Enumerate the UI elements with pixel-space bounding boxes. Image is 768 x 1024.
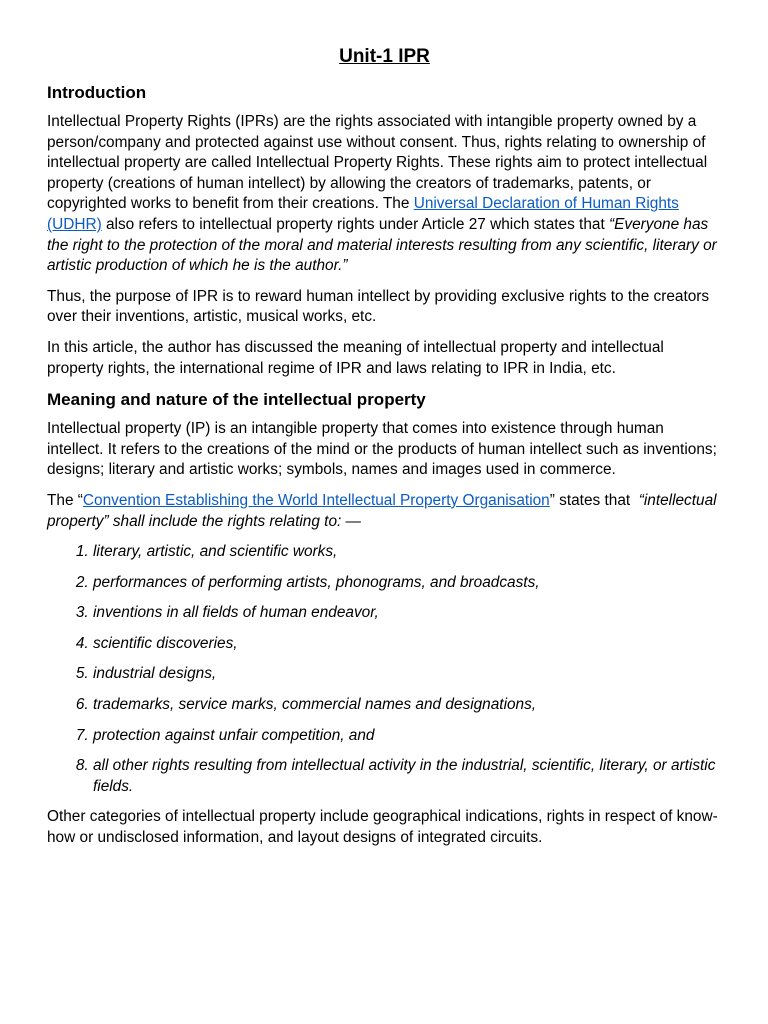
- wipo-convention-link[interactable]: Convention Establishing the World Intellectual Property Organisation: [82, 491, 550, 509]
- list-item: 7. protection against unfair competition, and: [93, 726, 722, 747]
- meaning-paragraph-3: Other categories of intellectual property include geographical indications, rights in respect of know-how or undisclosed information, and layout designs of integrated circuits.: [47, 808, 718, 847]
- list-item: 5. industrial designs,: [93, 664, 722, 685]
- list-item: 1. literary, artistic, and scientific works,: [93, 542, 722, 563]
- list-item: 3. inventions in all fields of human endeavor,: [93, 603, 722, 624]
- intro-p1-text: Intellectual Property Rights (IPRs) are the rights associated with intangible property owned by a person/company and protected against use without consent. Thus, rights relating to ownership of intellectual property are called Intellectual Property Rights. These rights aim to protect intellectual property (creations of human intellect) by allowing the creators of trademarks, patents, or copyrighted works to benefit from their creations. The: [47, 113, 708, 213]
- udhr-link[interactable]: Universal Declaration of Human Rights (UDHR): [47, 195, 679, 233]
- intro-paragraph-3: In this article, the author has discussed the meaning of intellectual property and intellectual property rights, the international regime of IPR and laws relating to IPR in India, etc.: [47, 338, 664, 377]
- list-item: 2. performances of performing artists, phonograms, and broadcasts,: [93, 573, 722, 594]
- udhr-quote: “Everyone has the right to the protection of the moral and material interests resulting from any scientific, literary or artistic production of which he is the author.”: [47, 215, 717, 275]
- intro-paragraph-2: Thus, the purpose of IPR is to reward human intellect by providing exclusive rights to the creators over their inventions, artistic, musical works, etc.: [47, 287, 710, 326]
- section-heading-introduction: Introduction: [47, 83, 147, 102]
- section-heading-meaning: Meaning and nature of the intellectual property: [47, 390, 426, 410]
- intro-p1-after-link: also refers to intellectual property rights under Article 27 which states that: [101, 215, 610, 233]
- meaning-p2-after-link: ” states that: [549, 491, 639, 509]
- document-title: Unit-1 IPR: [339, 46, 430, 67]
- meaning-paragraph-2: [47, 491, 722, 532]
- list-item: 4. scientific discoveries,: [93, 634, 722, 655]
- ip-rights-list: [47, 542, 722, 797]
- meaning-paragraph-1: Intellectual property (IP) is an intangible property that comes into existence through human intellect. It refers to the creations of the mind or the products of human intellect such as inventions; designs; literary and artistic works; symbols, names and images used in commerce.: [47, 420, 717, 479]
- intro-paragraph-1: [47, 112, 722, 277]
- list-item: 6. trademarks, service marks, commercial names and designations,: [93, 695, 722, 716]
- meaning-p2-italic: “intellectual property” shall include the rights relating to: —: [47, 491, 717, 530]
- list-item: 8. all other rights resulting from intellectual activity in the industrial, scientific, literary, or artistic fields.: [93, 756, 722, 797]
- meaning-p2-before-link: The “: [47, 491, 83, 509]
